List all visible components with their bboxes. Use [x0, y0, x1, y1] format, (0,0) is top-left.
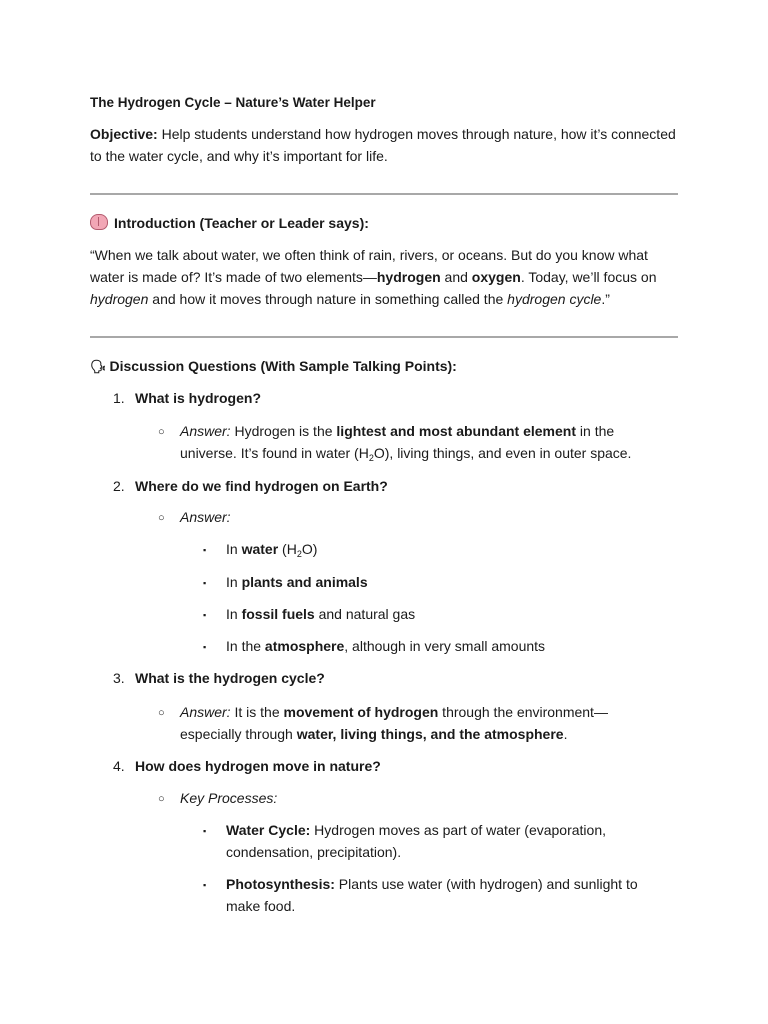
speaking-head-icon: 🗣	[90, 359, 107, 374]
objective-text: Help students understand how hydrogen moves through nature, how it’s connected to the water cycle, and why it’s important for life.	[90, 126, 676, 164]
square-bullet-icon: ▪	[203, 578, 207, 588]
question-1: What is hydrogen?	[135, 390, 261, 406]
question-number: 4.	[113, 758, 125, 774]
circle-bullet-icon: ○	[158, 512, 165, 524]
question-number: 1.	[113, 390, 125, 406]
question-4: How does hydrogen move in nature?	[135, 758, 381, 774]
list-item: In plants and animals	[226, 574, 368, 590]
question-number: 3.	[113, 670, 125, 686]
page-title: The Hydrogen Cycle – Nature’s Water Helper	[90, 95, 376, 110]
introduction-quote: “When we talk about water, we often think of rain, rivers, or oceans. But do you know what water is made of? It’s made of two elements—hydrogen and oxygen. Today, we’ll focus on hydrogen and how it moves through nature in something called the hydrogen cycle.”	[90, 247, 657, 307]
answer-4-label: Key Processes:	[180, 790, 278, 806]
answer-3: Answer: It is the movement of hydrogen through the environment—especially through water, living things, and the atmosphere.	[180, 704, 608, 742]
circle-bullet-icon: ○	[158, 707, 165, 719]
circle-bullet-icon: ○	[158, 793, 165, 805]
list-item: Photosynthesis: Plants use water (with hydrogen) and sunlight to make food.	[226, 876, 638, 914]
divider	[90, 336, 678, 338]
square-bullet-icon: ▪	[203, 642, 207, 652]
square-bullet-icon: ▪	[203, 610, 207, 620]
brain-icon	[90, 214, 108, 230]
list-item: In fossil fuels and natural gas	[226, 606, 416, 622]
circle-bullet-icon: ○	[158, 426, 165, 438]
divider	[90, 193, 678, 195]
square-bullet-icon: ▪	[203, 880, 207, 890]
question-3: What is the hydrogen cycle?	[135, 670, 325, 686]
square-bullet-icon: ▪	[203, 545, 207, 555]
introduction-heading: Introduction (Teacher or Leader says):	[90, 212, 680, 234]
objective-label: Objective:	[90, 126, 158, 142]
list-item: Water Cycle: Hydrogen moves as part of water (evaporation, condensation, precipitation).	[226, 822, 606, 860]
list-item: In water $(H_2O)$	[226, 541, 318, 559]
answer-2-label: Answer:	[180, 509, 231, 525]
question-2: Where do we find hydrogen on Earth?	[135, 478, 388, 494]
answer-1: Answer: Hydrogen is the lightest and most abundant element in the universe. It’s found in water $(H_2O)$, living things, and even in outer space.	[180, 423, 632, 463]
discussion-heading: 🗣 Discussion Questions (With Sample Talking Points):	[90, 355, 680, 378]
list-item: In the atmosphere, although in very small amounts	[226, 638, 546, 654]
objective-paragraph	[90, 123, 680, 167]
square-bullet-icon: ▪	[203, 826, 207, 836]
question-number: 2.	[113, 478, 125, 494]
